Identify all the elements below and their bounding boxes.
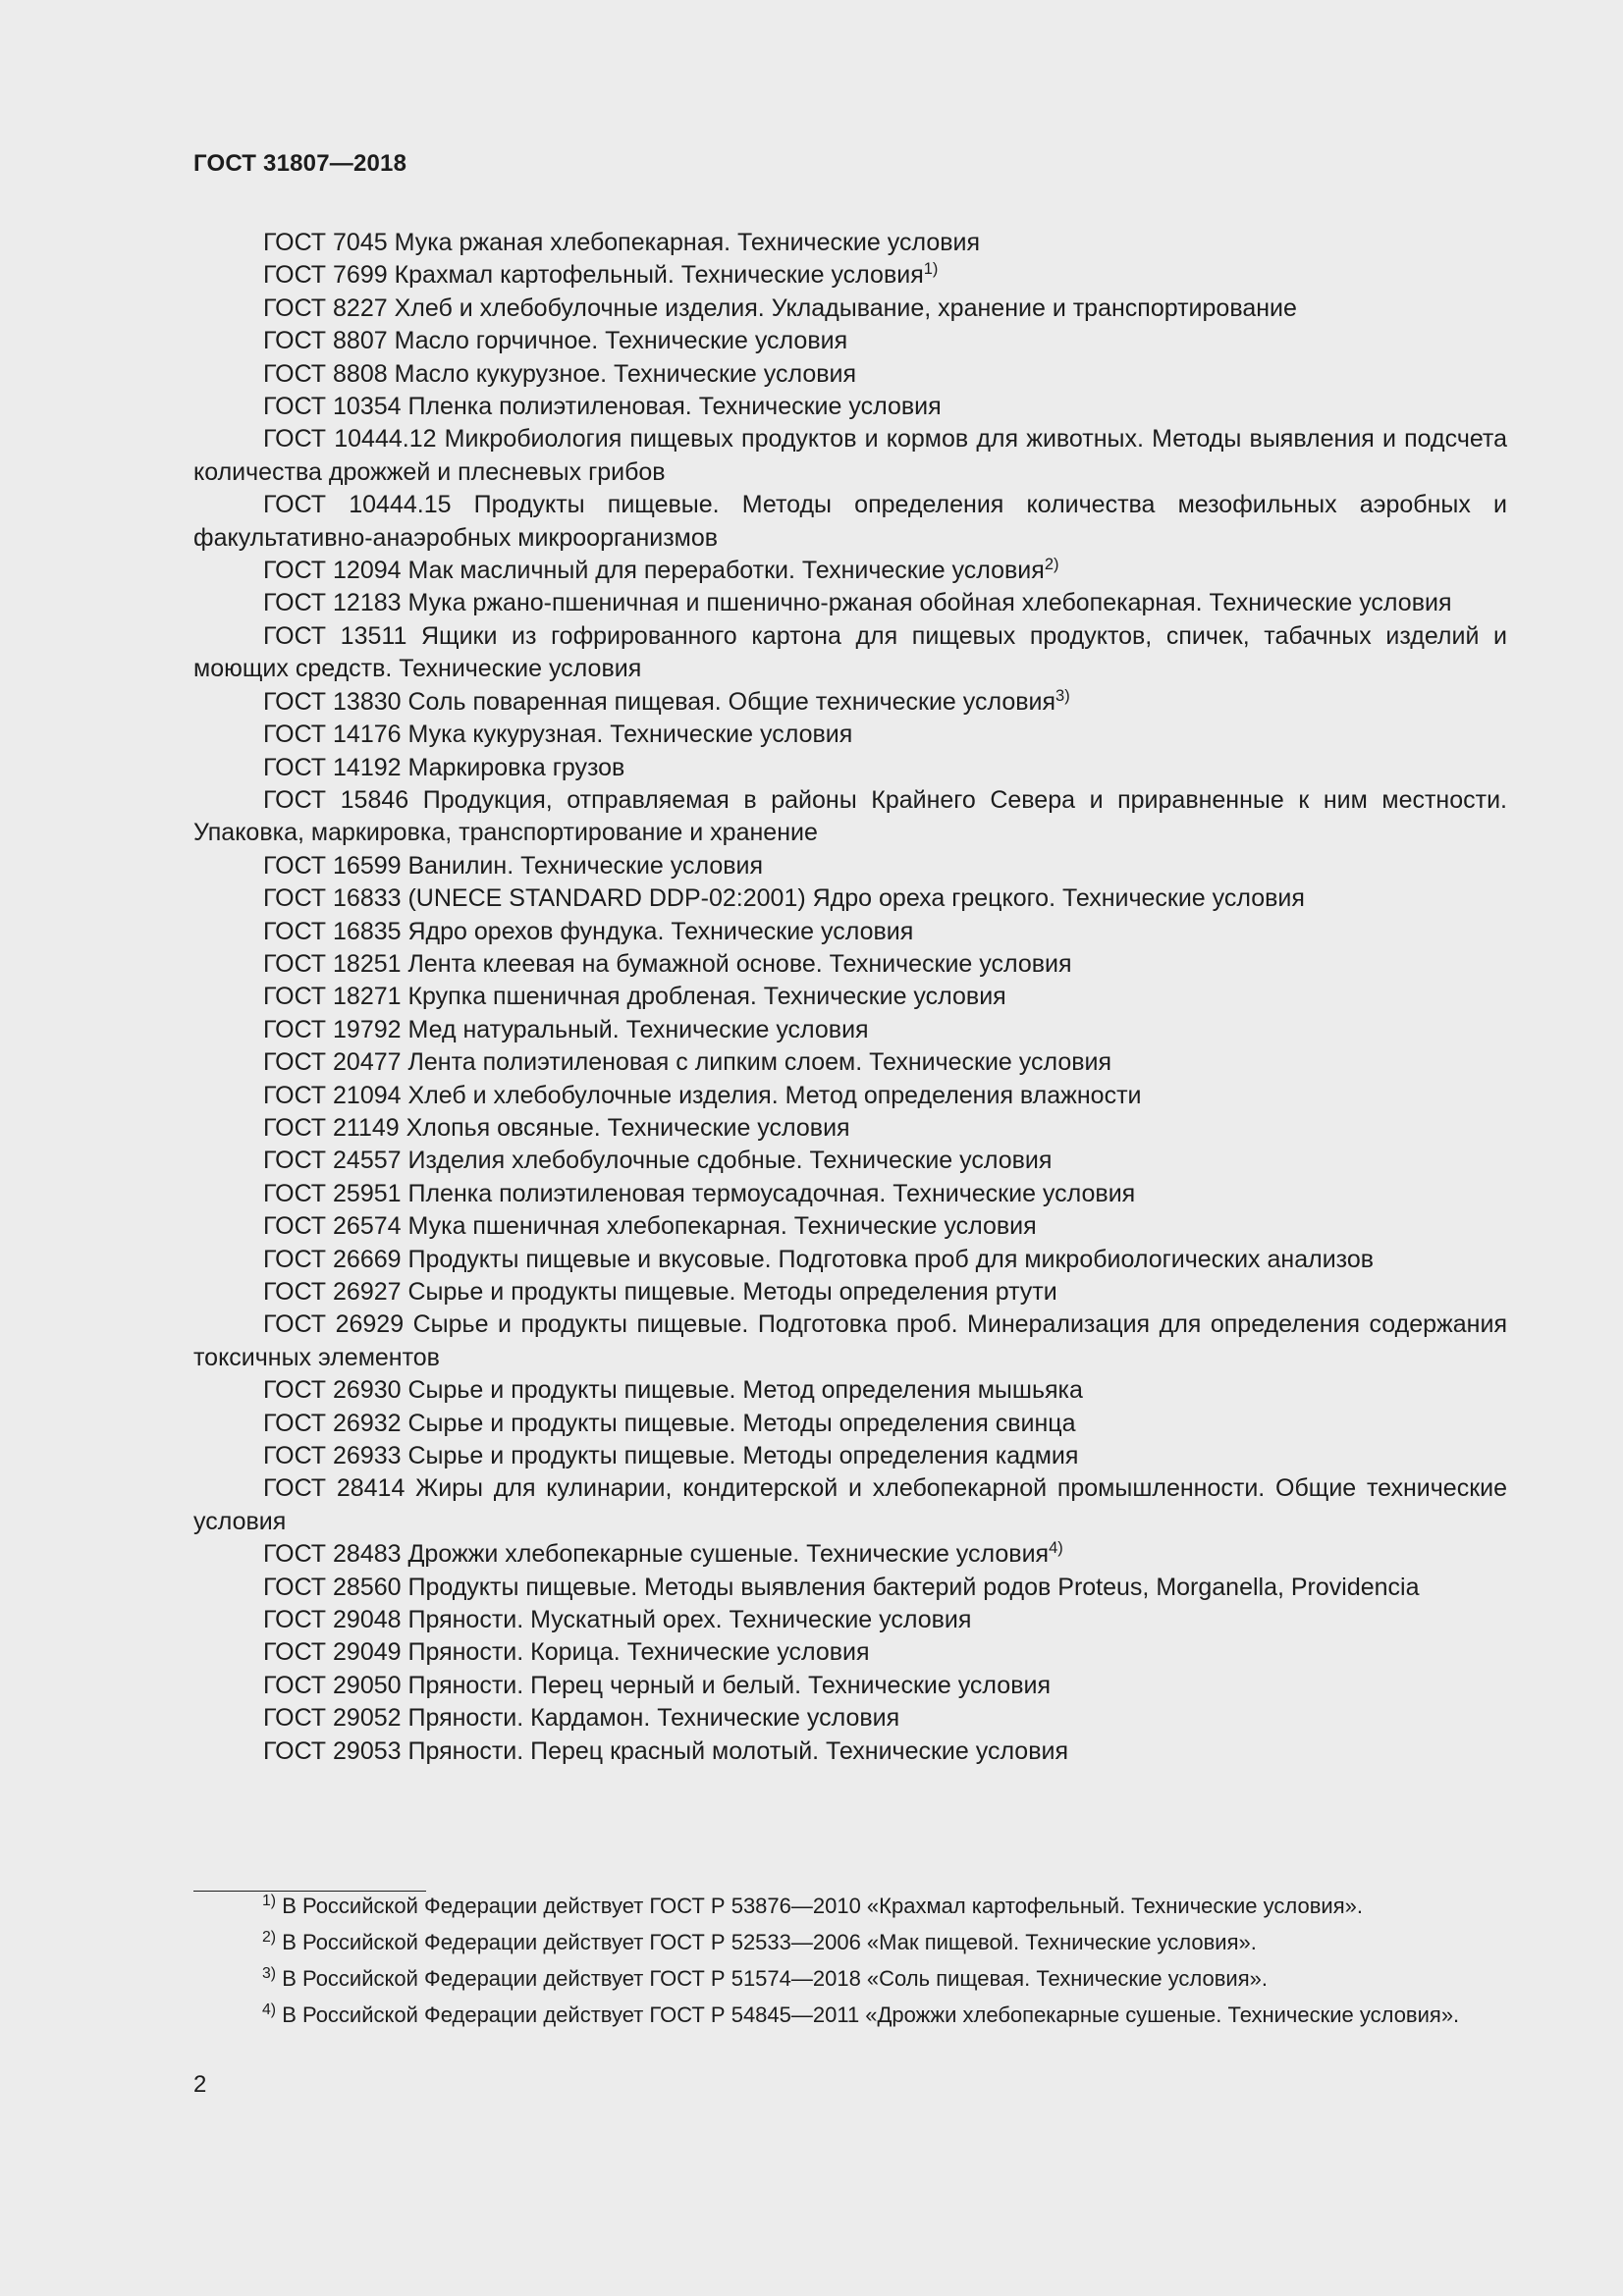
footnote-marker: 1) [923, 260, 939, 279]
reference-item [193, 1210, 1507, 1243]
footnote-text: В Российской Федерации действует ГОСТ Р 53876—2010 «Крахмал картофельный. Технические условия». [282, 1894, 1363, 1918]
reference-item [193, 686, 1507, 719]
reference-text: ГОСТ 7699 Крахмал картофельный. Технические условия [263, 261, 924, 290]
reference-text: ГОСТ 10354 Пленка полиэтиленовая. Технические условия [263, 393, 942, 421]
normative-references-list [193, 227, 1507, 1768]
document-header: ГОСТ 31807—2018 [193, 150, 407, 177]
footnotes [193, 1894, 1507, 2027]
reference-item [193, 1735, 1507, 1768]
reference-text: ГОСТ 21094 Хлеб и хлебобулочные изделия. Метод определения влажности [263, 1081, 1142, 1109]
reference-item [193, 1702, 1507, 1735]
reference-text: ГОСТ 12183 Мука ржано-пшеничная и пшенично-ржаная обойная хлебопекарная. Технические условия [263, 589, 1452, 617]
reference-text: ГОСТ 19792 Мед натуральный. Технические условия [263, 1015, 869, 1043]
footnote-separator [193, 1891, 426, 1892]
reference-text: ГОСТ 29050 Пряности. Перец черный и белый. Технические условия [263, 1671, 1051, 1699]
reference-text: ГОСТ 20477 Лента полиэтиленовая с липким слоем. Технические условия [263, 1048, 1112, 1077]
footnote-mark: 2) [262, 1929, 277, 1947]
reference-text: ГОСТ 8227 Хлеб и хлебобулочные изделия. Укладывание, хранение и транспортирование [263, 294, 1297, 322]
reference-text: ГОСТ 13830 Соль поваренная пищевая. Общие технические условия [263, 687, 1056, 716]
reference-text: ГОСТ 29049 Пряности. Корица. Технические условия [263, 1638, 870, 1667]
reference-item [193, 850, 1507, 882]
reference-text: ГОСТ 16833 (UNECE STANDARD DDP-02:2001) Ядро ореха грецкого. Технические условия [263, 884, 1305, 913]
reference-text: ГОСТ 29048 Пряности. Мускатный орех. Технические условия [263, 1606, 972, 1634]
reference-text: ГОСТ 26930 Сырье и продукты пищевые. Метод определения мышьяка [263, 1376, 1083, 1405]
reference-item [193, 1670, 1507, 1702]
footnote-mark: 1) [262, 1893, 277, 1910]
footnote-item [193, 1894, 1507, 1918]
reference-item [193, 1080, 1507, 1112]
reference-text: ГОСТ 16835 Ядро орехов фундука. Технические условия [263, 917, 914, 945]
reference-item [193, 1178, 1507, 1210]
reference-item [193, 1538, 1507, 1571]
reference-text: ГОСТ 16599 Ванилин. Технические условия [263, 851, 764, 880]
reference-text: ГОСТ 26574 Мука пшеничная хлебопекарная. Технические условия [263, 1212, 1037, 1241]
footnote-text: В Российской Федерации действует ГОСТ Р 51574—2018 «Соль пищевая. Технические условия». [282, 1966, 1268, 1991]
reference-item [193, 1636, 1507, 1669]
footnote-item [193, 1966, 1507, 1991]
reference-item [193, 1472, 1507, 1538]
reference-text: ГОСТ 26933 Сырье и продукты пищевые. Методы определения кадмия [263, 1442, 1079, 1470]
reference-item [193, 489, 1507, 555]
footnote-mark: 3) [262, 1965, 277, 1983]
reference-text: ГОСТ 12094 Мак масличный для переработки. Технические условия [263, 557, 1045, 585]
reference-text: ГОСТ 24557 Изделия хлебобулочные сдобные. Технические условия [263, 1147, 1053, 1175]
reference-item [193, 293, 1507, 325]
reference-item [193, 227, 1507, 259]
footnote-text: В Российской Федерации действует ГОСТ Р 52533—2006 «Мак пищевой. Технические условия». [282, 1930, 1257, 1954]
reference-item [193, 981, 1507, 1013]
reference-item [193, 391, 1507, 423]
reference-text: ГОСТ 14192 Маркировка грузов [263, 753, 625, 781]
reference-item [193, 719, 1507, 751]
reference-item [193, 1112, 1507, 1145]
reference-item [193, 1014, 1507, 1046]
reference-item [193, 358, 1507, 391]
reference-text: ГОСТ 13511 Ящики из гофрированного картона для пищевых продуктов, спичек, табачных изделий и моющих средств. Технические условия [193, 621, 1507, 683]
reference-text: ГОСТ 26669 Продукты пищевые и вкусовые. Подготовка проб для микробиологических анализов [263, 1245, 1375, 1273]
reference-item [193, 1145, 1507, 1177]
reference-text: ГОСТ 28560 Продукты пищевые. Методы выявления бактерий родов Proteus, Morganella, Providencia [263, 1573, 1420, 1601]
reference-text: ГОСТ 26932 Сырье и продукты пищевые. Методы определения свинца [263, 1409, 1076, 1437]
footnote-marker: 3) [1055, 686, 1070, 705]
reference-text: ГОСТ 8808 Масло кукурузное. Технические условия [263, 359, 857, 388]
reference-item [193, 948, 1507, 981]
reference-item [193, 1244, 1507, 1276]
reference-text: ГОСТ 26929 Сырье и продукты пищевые. Подготовка проб. Минерализация для определения содержания токсичных элементов [193, 1310, 1507, 1371]
reference-text: ГОСТ 21149 Хлопья овсяные. Технические условия [263, 1113, 850, 1142]
footnote-item [193, 1930, 1507, 1954]
reference-item [193, 752, 1507, 784]
reference-text: ГОСТ 8807 Масло горчичное. Технические условия [263, 327, 848, 355]
footnote-text: В Российской Федерации действует ГОСТ Р 54845—2011 «Дрожжи хлебопекарные сушеные. Технические условия». [282, 2002, 1460, 2027]
reference-item [193, 882, 1507, 915]
reference-item [193, 784, 1507, 850]
reference-item [193, 1046, 1507, 1079]
reference-item [193, 587, 1507, 619]
reference-item [193, 1308, 1507, 1374]
reference-item [193, 1572, 1507, 1604]
reference-item [193, 1374, 1507, 1407]
reference-item [193, 325, 1507, 357]
footnote-marker: 2) [1044, 556, 1059, 573]
reference-text: ГОСТ 10444.15 Продукты пищевые. Методы определения количества мезофильных аэробных и факультативно-анаэробных микроорганизмов [193, 491, 1507, 552]
reference-text: ГОСТ 7045 Мука ржаная хлебопекарная. Технические условия [263, 229, 981, 256]
footnote-marker: 4) [1049, 1539, 1063, 1558]
reference-text: ГОСТ 28483 Дрожжи хлебопекарные сушеные. Технические условия [263, 1540, 1050, 1569]
footnote-item [193, 2002, 1507, 2027]
reference-text: ГОСТ 14176 Мука кукурузная. Технические условия [263, 721, 853, 749]
reference-item [193, 1440, 1507, 1472]
footnote-mark: 4) [262, 2002, 277, 2019]
reference-text: ГОСТ 28414 Жиры для кулинарии, кондитерской и хлебопекарной промышленности. Общие технические условия [193, 1474, 1507, 1535]
reference-item [193, 916, 1507, 948]
reference-text: ГОСТ 15846 Продукция, отправляемая в районы Крайнего Севера и приравненные к ним местности. Упаковка, маркировка, транспортирование и хранение [193, 785, 1507, 847]
reference-item [193, 259, 1507, 292]
reference-text: ГОСТ 29052 Пряности. Кардамон. Технические условия [263, 1704, 900, 1733]
reference-item [193, 1276, 1507, 1308]
reference-item [193, 1604, 1507, 1636]
reference-text: ГОСТ 18251 Лента клеевая на бумажной основе. Технические условия [263, 949, 1072, 978]
reference-item [193, 423, 1507, 489]
page-number: 2 [193, 2071, 207, 2098]
reference-text: ГОСТ 18271 Крупка пшеничная дробленая. Технические условия [263, 983, 1006, 1011]
reference-item [193, 555, 1507, 587]
reference-item [193, 1408, 1507, 1440]
reference-text: ГОСТ 25951 Пленка полиэтиленовая термоусадочная. Технические условия [263, 1179, 1136, 1207]
reference-text: ГОСТ 10444.12 Микробиология пищевых продуктов и кормов для животных. Методы выявления и подсчета количества дрожжей и плесневых грибов [193, 425, 1507, 486]
reference-text: ГОСТ 26927 Сырье и продукты пищевые. Методы определения ртути [263, 1278, 1057, 1306]
reference-item [193, 620, 1507, 686]
reference-text: ГОСТ 29053 Пряности. Перец красный молотый. Технические условия [263, 1736, 1068, 1765]
